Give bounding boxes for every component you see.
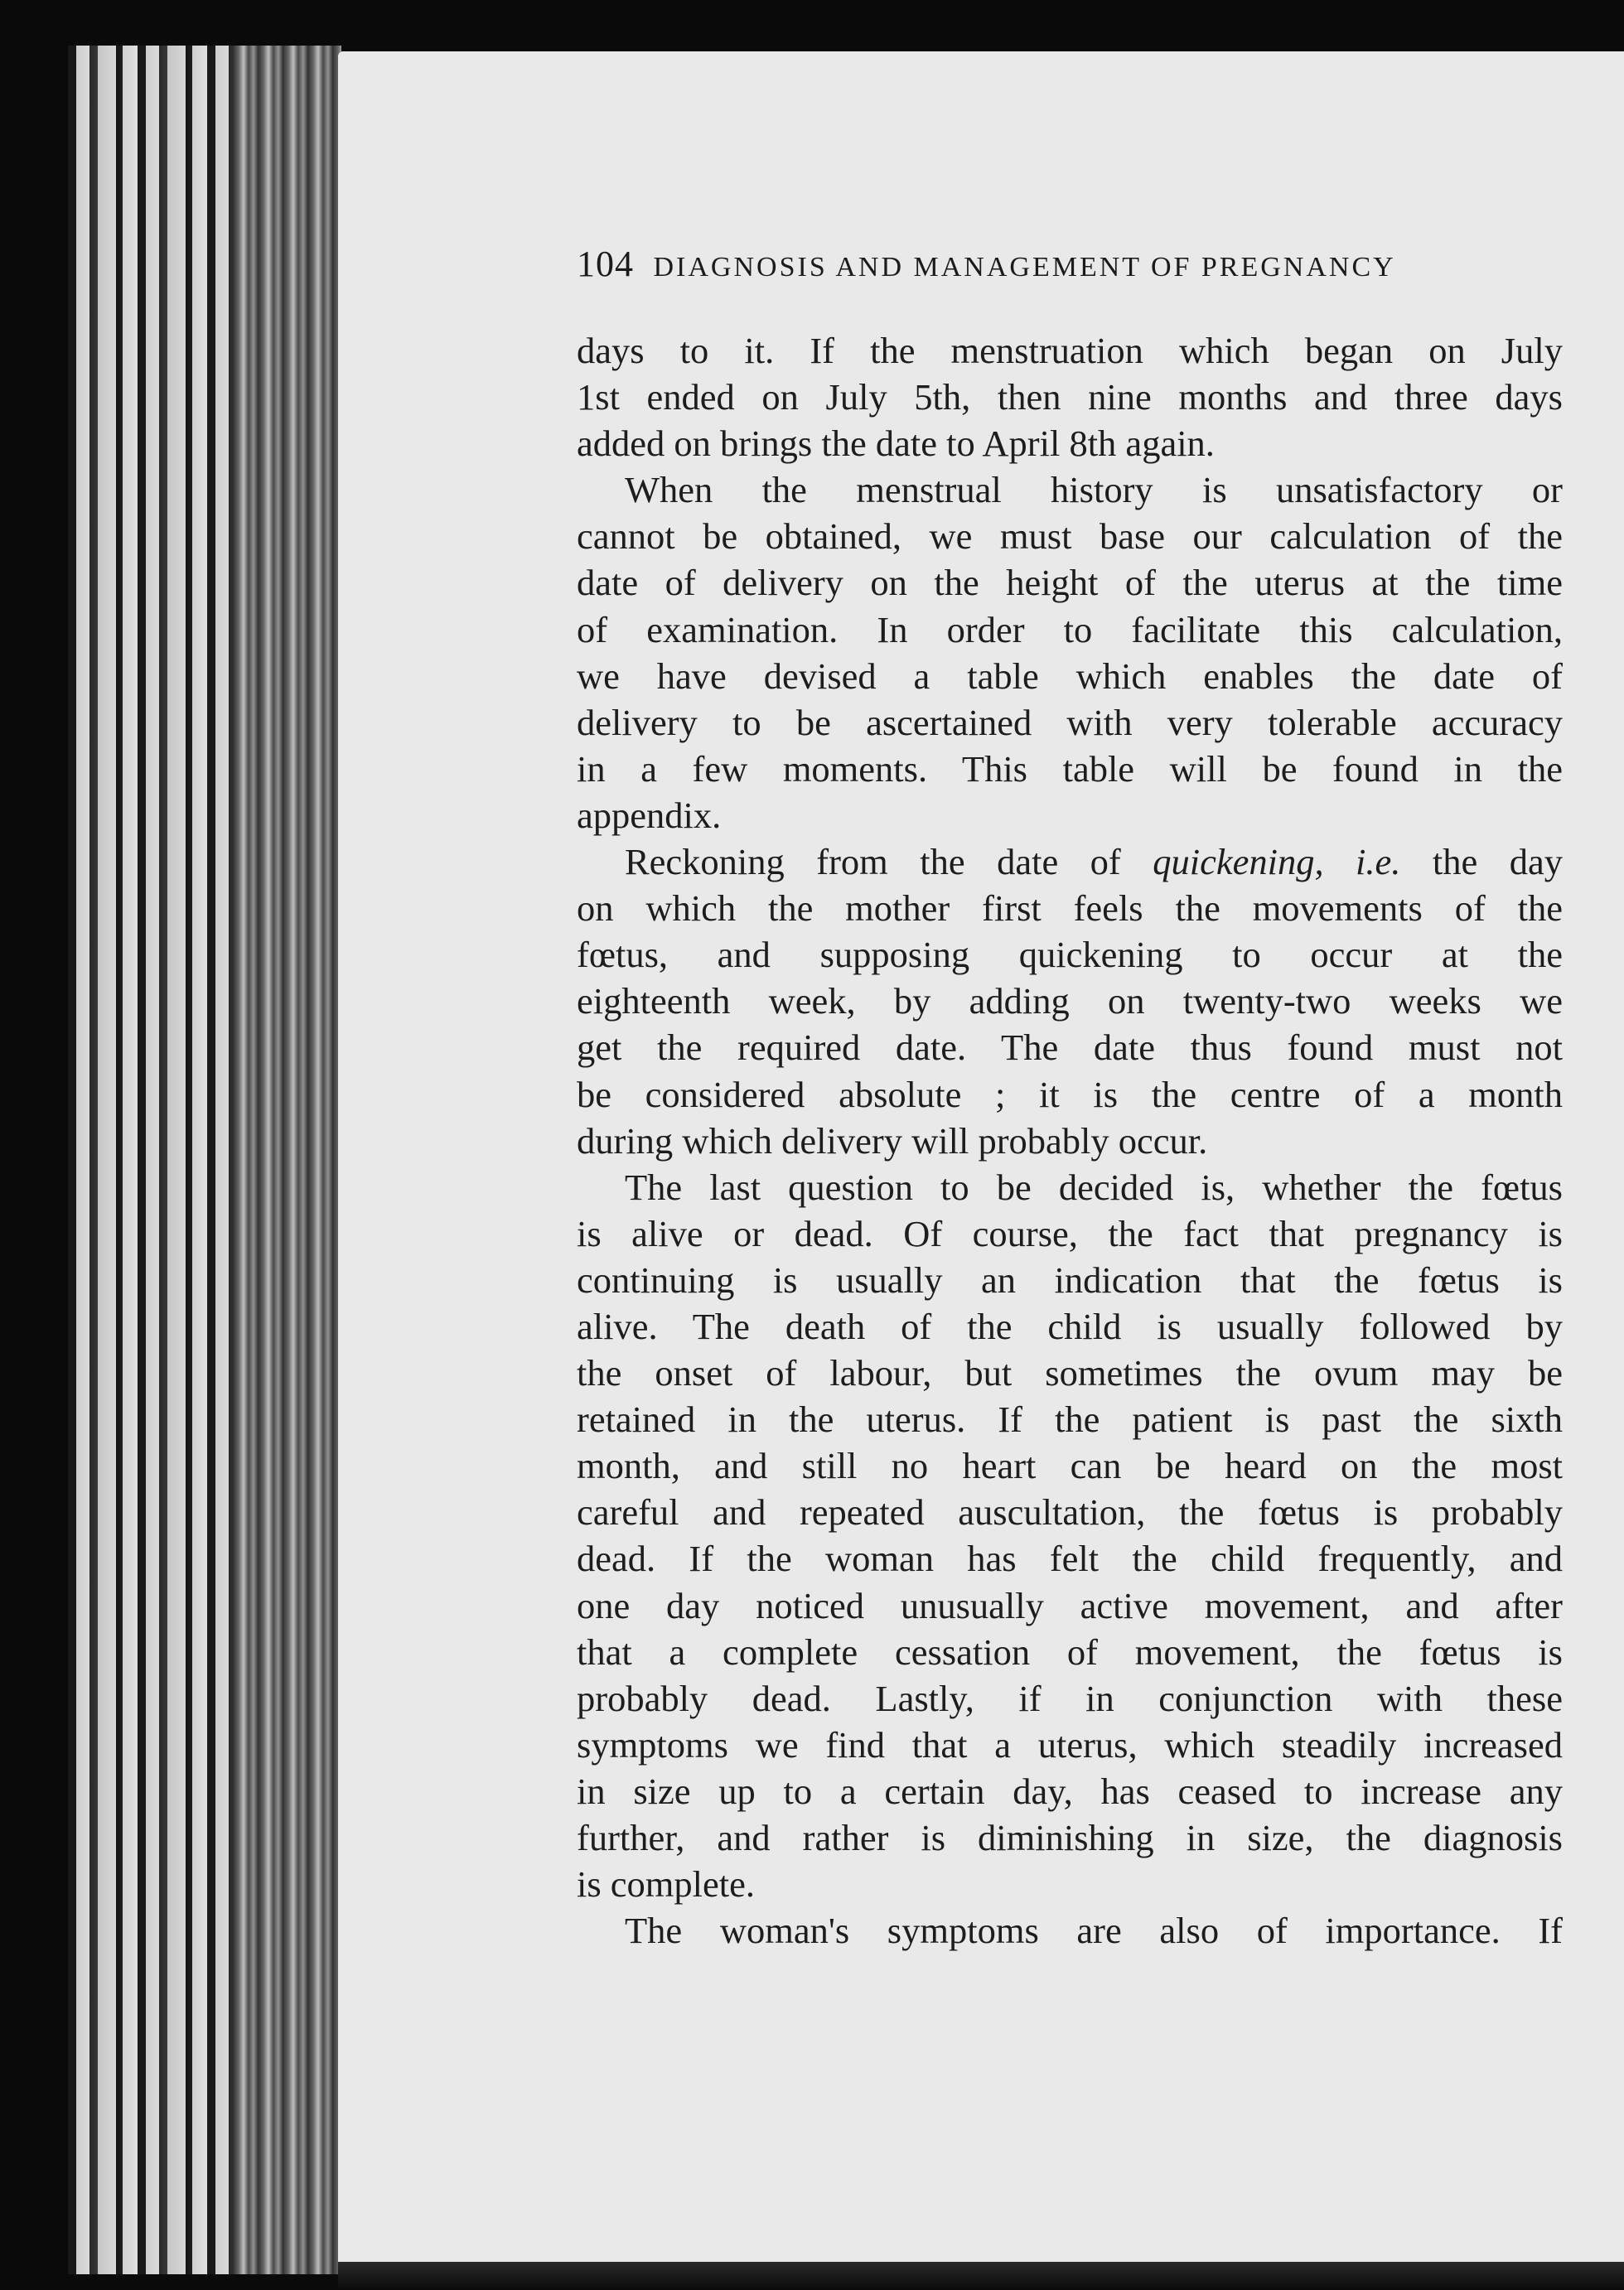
text-line: eighteenth week, by adding on twenty-two weeks we xyxy=(577,980,1563,1022)
text-run: Reckoning from the date of xyxy=(625,841,1153,883)
text-line: of examination. In order to facilitate this calculation, xyxy=(577,608,1563,650)
text-line: in size up to a certain day, has ceased to increase any xyxy=(577,1770,1563,1812)
text-line: continuing is usually an indication that the fœtus is xyxy=(577,1259,1563,1301)
text-line: careful and repeated auscultation, the fœtus is probably xyxy=(577,1491,1563,1534)
text-line: date of delivery on the height of the uterus at the time xyxy=(577,562,1563,604)
text-line: is alive or dead. Of course, the fact that pregnancy is xyxy=(577,1212,1563,1254)
text-line xyxy=(577,838,1563,885)
text-line: probably dead. Lastly, if in conjunction with these xyxy=(577,1677,1563,1719)
text-line: during which delivery will probably occur. xyxy=(577,1119,1208,1162)
text-line: we have devised a table which enables the date of xyxy=(577,655,1563,697)
text-line: in a few moments. This table will be found in the xyxy=(577,747,1563,790)
running-title: DIAGNOSIS AND MANAGEMENT OF PREGNANCY xyxy=(653,252,1396,283)
text-line: the onset of labour, but sometimes the ovum may be xyxy=(577,1352,1563,1394)
text-line: retained in the uterus. If the patient is past the sixth xyxy=(577,1399,1563,1441)
book-page-edges xyxy=(68,46,341,2274)
text-line: is complete. xyxy=(577,1863,756,1906)
text-line: dead. If the woman has felt the child frequently, and xyxy=(577,1538,1563,1580)
page-number: 104 xyxy=(577,244,634,284)
text-line: get the required date. The date thus found must not xyxy=(577,1027,1563,1069)
text-line: fœtus, and supposing quickening to occur at the xyxy=(577,934,1563,976)
text-line: cannot be obtained, we must base our calculation of the xyxy=(577,515,1563,558)
running-header xyxy=(577,243,1488,285)
text-line: symptoms we find that a uterus, which steadily increased xyxy=(577,1723,1563,1766)
text-line: delivery to be ascertained with very tolerable accuracy xyxy=(577,701,1563,743)
page-bottom-shadow xyxy=(338,2262,1624,2290)
body-text xyxy=(577,327,1563,1954)
text-line: that a complete cessation of movement, the fœtus is xyxy=(577,1631,1563,1673)
text-line: month, and still no heart can be heard on the most xyxy=(577,1445,1563,1487)
text-line: one day noticed unusually active movement, and after xyxy=(577,1584,1563,1626)
text-line: added on brings the date to April 8th again. xyxy=(577,423,1215,465)
text-line: The last question to be decided is, whether the fœtus xyxy=(625,1166,1563,1208)
text-run: the day xyxy=(1400,841,1563,883)
text-line: The woman's symptoms are also of importance. If xyxy=(625,1910,1563,1952)
text-line: 1st ended on July 5th, then nine months and three days xyxy=(577,376,1563,418)
italic-term: quickening, i.e. xyxy=(1153,841,1401,883)
text-line: alive. The death of the child is usually followed by xyxy=(577,1305,1563,1347)
text-line: When the menstrual history is unsatisfactory or xyxy=(625,469,1563,511)
text-line: further, and rather is diminishing in size, the diagnosis xyxy=(577,1817,1563,1858)
text-line: days to it. If the menstruation which began on July xyxy=(577,330,1563,371)
text-line: appendix. xyxy=(577,794,722,836)
text-line: on which the mother first feels the movements of the xyxy=(577,887,1563,930)
text-line: be considered absolute ; it is the centre of a month xyxy=(577,1073,1563,1115)
